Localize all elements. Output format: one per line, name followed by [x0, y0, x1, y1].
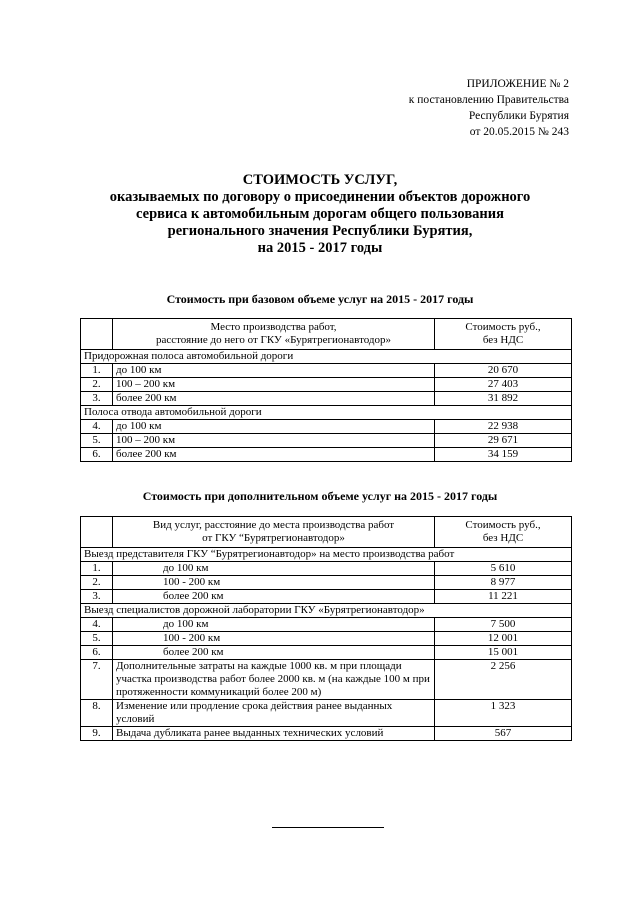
row-value: 1 323	[435, 700, 572, 727]
row-desc: Выдача дубликата ранее выданных технических условий	[113, 727, 435, 741]
table-row	[81, 562, 572, 576]
row-value: 20 670	[435, 364, 572, 378]
row-value: 5 610	[435, 562, 572, 576]
header-text: Место производства работ,	[210, 321, 337, 333]
row-desc: более 200 км	[113, 392, 435, 406]
row-desc: 100 – 200 км	[113, 378, 435, 392]
table-row	[81, 660, 572, 700]
row-value: 12 001	[435, 632, 572, 646]
title-line: оказываемых по договору о присоединении объектов дорожного	[109, 189, 531, 205]
title-line: регионального значения Республики Бурятия,	[167, 223, 473, 239]
row-value: 29 671	[435, 434, 572, 448]
header-cost	[435, 517, 572, 548]
header-text: Стоимость руб.,	[465, 321, 541, 333]
table-row	[81, 727, 572, 741]
annex-header	[409, 76, 569, 140]
row-value: 11 221	[435, 590, 572, 604]
annex-number: ПРИЛОЖЕНИЕ № 2	[466, 78, 569, 90]
table-row	[81, 364, 572, 378]
row-num: 6.	[81, 448, 113, 462]
row-num: 4.	[81, 420, 113, 434]
group-title: Полоса отвода автомобильной дороги	[81, 406, 572, 420]
row-value: 8 977	[435, 576, 572, 590]
group-title: Придорожная полоса автомобильной дороги	[81, 350, 572, 364]
row-desc: более 200 км	[113, 590, 435, 604]
row-value: 27 403	[435, 378, 572, 392]
row-desc: Изменение или продление срока действия ранее выданных условий	[113, 700, 435, 727]
row-num: 5.	[81, 632, 113, 646]
additional-cost-table	[80, 516, 572, 741]
header-text: без НДС	[482, 334, 524, 346]
page-title	[80, 172, 560, 257]
table-row	[81, 618, 572, 632]
table-row	[81, 434, 572, 448]
header-place	[113, 319, 435, 350]
table-row	[81, 448, 572, 462]
table-row	[81, 632, 572, 646]
header-num-cell	[81, 319, 113, 350]
title-line: СТОИМОСТЬ УСЛУГ,	[242, 172, 398, 188]
header-num-cell	[81, 517, 113, 548]
title-line: на 2015 - 2017 годы	[257, 240, 383, 256]
header-text: Стоимость руб.,	[465, 519, 541, 531]
row-num: 6.	[81, 646, 113, 660]
row-desc: до 100 км	[113, 420, 435, 434]
row-num: 8.	[81, 700, 113, 727]
header-text: Вид услуг, расстояние до места производства работ	[152, 519, 395, 531]
table-row	[81, 576, 572, 590]
row-num: 9.	[81, 727, 113, 741]
row-num: 7.	[81, 660, 113, 700]
table-row	[81, 392, 572, 406]
row-num: 2.	[81, 378, 113, 392]
annex-republic: Республики Бурятия	[468, 110, 569, 122]
row-desc: 100 - 200 км	[113, 576, 435, 590]
annex-date: от 20.05.2015 № 243	[469, 126, 569, 138]
row-value: 34 159	[435, 448, 572, 462]
row-num: 3.	[81, 590, 113, 604]
row-value: 31 892	[435, 392, 572, 406]
annex-ref: к постановлению Правительства	[408, 94, 569, 106]
base-cost-table	[80, 318, 572, 462]
row-num: 3.	[81, 392, 113, 406]
row-value: 7 500	[435, 618, 572, 632]
table1-caption: Стоимость при базовом объеме услуг на 2015 - 2017 годы	[166, 292, 474, 306]
row-num: 4.	[81, 618, 113, 632]
row-desc: 100 – 200 км	[113, 434, 435, 448]
row-desc: до 100 км	[113, 364, 435, 378]
row-desc: 100 - 200 км	[113, 632, 435, 646]
table-row	[81, 378, 572, 392]
table-row	[81, 590, 572, 604]
header-text: без НДС	[482, 532, 524, 544]
row-desc: Дополнительные затраты на каждые 1000 кв. м при площади участка производства работ более 2000 кв. м (на каждые 100 м при протяженности коммуникаций более 200 м)	[113, 660, 435, 700]
row-desc: более 200 км	[113, 646, 435, 660]
header-text: расстояние до него от ГКУ «Бурятрегионавтодор»	[155, 334, 392, 346]
row-desc: до 100 км	[113, 562, 435, 576]
table-row	[81, 646, 572, 660]
row-num: 2.	[81, 576, 113, 590]
title-line: сервиса к автомобильным дорогам общего пользования	[136, 206, 504, 222]
header-text: от ГКУ “Бурятрегионавтодор»	[202, 532, 345, 544]
row-value: 15 001	[435, 646, 572, 660]
group-title: Выезд представителя ГКУ “Бурятрегионавтодор» на место производства работ	[81, 548, 572, 562]
table-row	[81, 420, 572, 434]
row-value: 22 938	[435, 420, 572, 434]
table-row	[81, 700, 572, 727]
header-cost	[435, 319, 572, 350]
row-value: 567	[435, 727, 572, 741]
row-num: 1.	[81, 562, 113, 576]
row-value: 2 256	[435, 660, 572, 700]
row-num: 5.	[81, 434, 113, 448]
group-title: Выезд специалистов дорожной лаборатории ГКУ «Бурятрегионавтодор»	[81, 604, 572, 618]
row-desc: более 200 км	[113, 448, 435, 462]
row-num: 1.	[81, 364, 113, 378]
header-service	[113, 517, 435, 548]
closing-divider	[272, 827, 384, 828]
row-desc: до 100 км	[113, 618, 435, 632]
table2-caption: Стоимость при дополнительном объеме услуг на 2015 - 2017 годы	[142, 489, 498, 503]
